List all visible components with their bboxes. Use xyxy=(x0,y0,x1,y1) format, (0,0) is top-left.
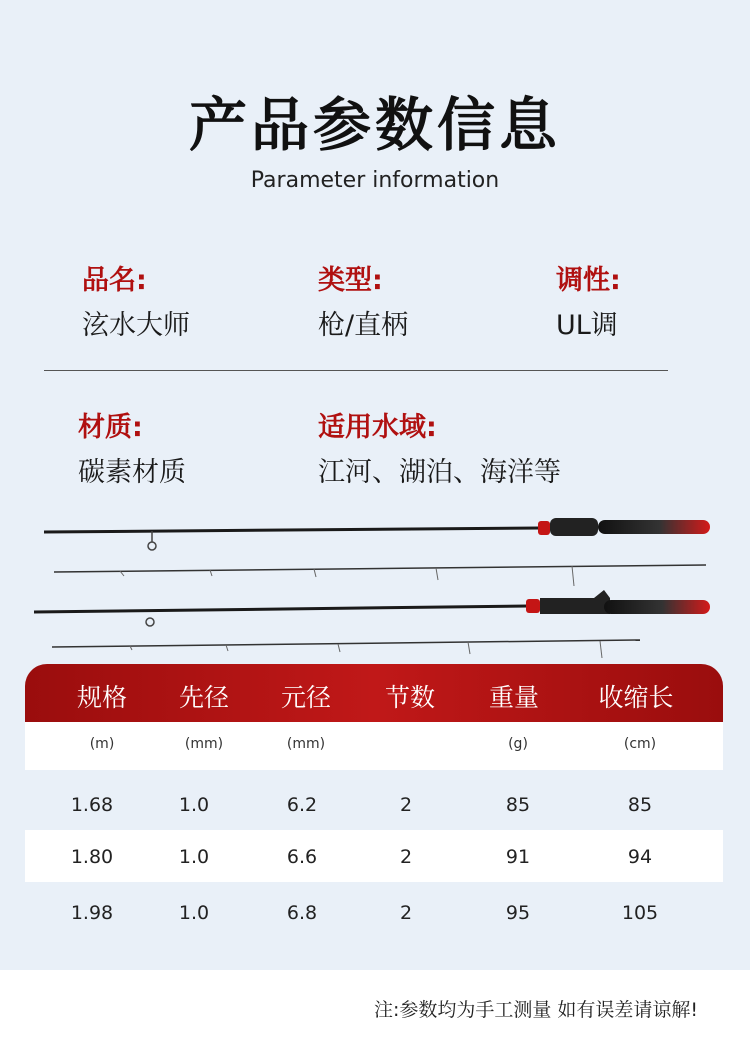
spec-value-waters: 江河、湖泊、海洋等 xyxy=(318,457,561,488)
table-cell: 1.0 xyxy=(178,794,210,816)
table-cell: 105 xyxy=(621,902,659,924)
unit-butt-diameter: (mm) xyxy=(286,736,326,752)
unit-weight: (g) xyxy=(508,736,528,752)
table-cell: 6.2 xyxy=(286,794,318,816)
spec-value-name: 泫水大师 xyxy=(82,310,190,341)
table-cell: 91 xyxy=(505,846,531,868)
table-row xyxy=(25,778,723,830)
table-cell: 1.0 xyxy=(178,846,210,868)
spinning-rod-icon xyxy=(44,518,710,550)
unit-length: (m) xyxy=(89,736,115,752)
table-cell: 2 xyxy=(399,846,413,868)
header-closed-length: 收缩长 xyxy=(598,683,674,712)
spec-label-type: 类型: xyxy=(318,265,383,296)
table-cell: 6.6 xyxy=(286,846,318,868)
table-cell: 95 xyxy=(505,902,531,924)
table-cell: 1.80 xyxy=(70,846,114,868)
rod-tip-section-icon xyxy=(52,640,640,658)
table-cell: 1.68 xyxy=(70,794,114,816)
rod-tip-section-icon xyxy=(54,565,706,586)
header-sections: 节数 xyxy=(384,683,435,712)
spec-value-type: 枪/直柄 xyxy=(318,310,409,341)
table-cell: 85 xyxy=(505,794,531,816)
spec-label-name: 品名: xyxy=(82,265,147,296)
header-weight: 重量 xyxy=(488,683,539,712)
spec-label-material: 材质: xyxy=(78,412,143,443)
spec-label-action: 调性: xyxy=(556,265,621,296)
table-units-row xyxy=(25,722,723,770)
header-butt-diameter: 元径 xyxy=(280,683,331,712)
table-cell: 94 xyxy=(627,846,653,868)
page-title: 产品参数信息 xyxy=(188,91,561,159)
spec-value-material: 碳素材质 xyxy=(78,457,186,488)
measurement-note: 注:参数均为手工测量 如有误差请谅解! xyxy=(373,999,698,1021)
page-subtitle: Parameter information xyxy=(250,168,500,193)
table-cell: 2 xyxy=(399,794,413,816)
table-cell: 6.8 xyxy=(286,902,318,924)
table-cell: 2 xyxy=(399,902,413,924)
table-row xyxy=(25,882,723,940)
casting-rod-icon xyxy=(34,590,710,626)
fishing-rods-image xyxy=(0,510,750,660)
spec-label-waters: 适用水域: xyxy=(318,412,437,443)
table-cell: 85 xyxy=(627,794,653,816)
unit-tip-diameter: (mm) xyxy=(184,736,224,752)
table-header xyxy=(25,664,723,722)
table-cell: 1.98 xyxy=(70,902,114,924)
spec-value-action: UL调 xyxy=(556,310,618,341)
unit-closed-length: (cm) xyxy=(623,736,657,752)
table-row xyxy=(25,830,723,882)
divider xyxy=(44,370,668,371)
table-cell: 1.0 xyxy=(178,902,210,924)
spec-table xyxy=(25,664,723,940)
header-tip-diameter: 先径 xyxy=(178,683,229,712)
header-length: 规格 xyxy=(76,683,127,712)
footer xyxy=(0,970,750,1044)
